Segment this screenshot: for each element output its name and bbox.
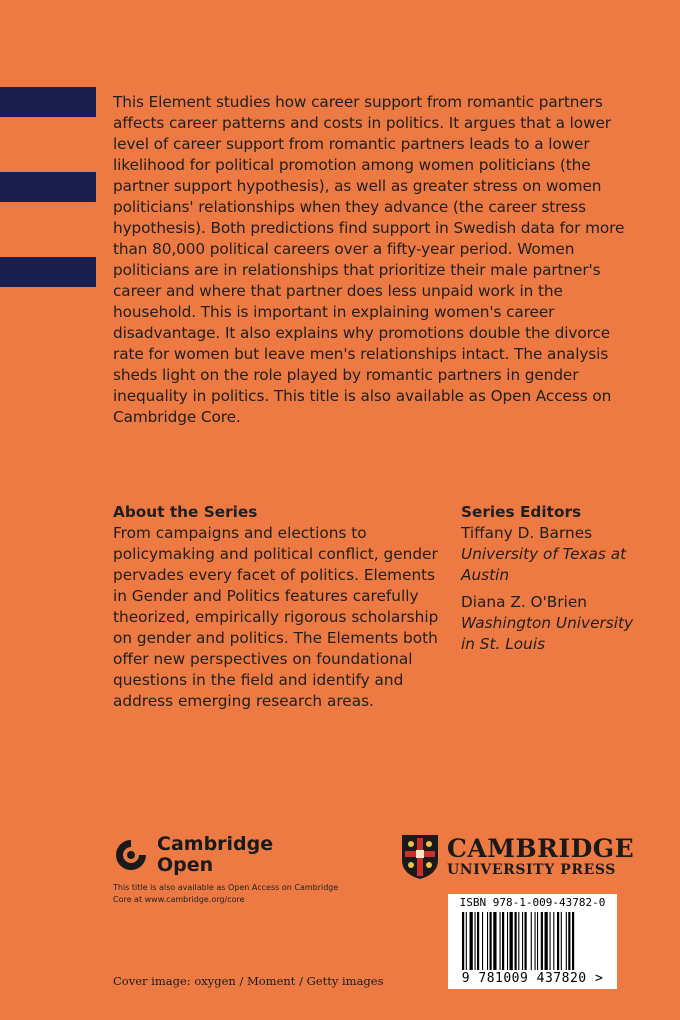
editor-entry: [461, 523, 641, 586]
book-abstract: This Element studies how career support from romantic partners affects career patterns and costs in politics. It argues that a lower level of career support from romantic partners leads to a lower likelihood for political promotion among women politicians (the partner support hypothesis), as well as greater stress on women politicians' relationships when they advance (the career stress hypothesis). Both predictions find support in Swedish data for more than 80,000 political careers over a fifty-year period. Women politicians are in relationships that prioritize their male partner's career and where that partner does less unpaid work in the household. This is important in explaining women's career disadvantage. It also explains why promotions double the divorce rate for women but leave men's relationships intact. The analysis sheds light on the role played by romantic partners in gender inequality in politics. This title is also available as Open Access on Cambridge Core.: [113, 93, 625, 426]
cambridge-open-line1: Cambridge: [157, 833, 274, 855]
cup-name-line1: CAMBRIDGE: [447, 833, 635, 863]
isbn-label: ISBN 978-1-009-43782-0: [459, 896, 606, 909]
editor-name: Tiffany D. Barnes: [461, 524, 593, 542]
cover-image-credit: Cover image: oxygen / Moment / Getty images: [113, 974, 384, 988]
barcode-digits: 9 781009 437820 >: [461, 971, 604, 986]
about-series-heading: About the Series: [113, 503, 258, 521]
isbn-barcode: [448, 894, 617, 989]
series-editors: [461, 502, 641, 661]
editor-affiliation: Washington University in St. Louis: [461, 614, 634, 653]
cambridge-open-icon: [113, 837, 149, 873]
cup-name-line2: UNIVERSITY PRESS: [447, 861, 617, 878]
series-editors-heading: Series Editors: [461, 503, 582, 521]
about-series-text: From campaigns and elections to policymaking and political conflict, gender pervades every facet of politics. Elements in Gender and Politics features carefully theorized, empirically rigorous scholarship on gender and politics. The Elements both offer new perspectives on foundational questions in the field and identify and address emerging research areas.: [113, 524, 439, 710]
cambridge-open-logo: [113, 834, 273, 876]
decorative-bar: [0, 257, 96, 287]
cambridge-university-press-logo: [401, 834, 634, 880]
open-access-note: This title is also available as Open Access on Cambridge Core at www.cambridge.org/core: [113, 883, 339, 904]
cup-shield-icon: [401, 834, 439, 880]
editor-affiliation: University of Texas at Austin: [461, 545, 627, 584]
decorative-bar: [0, 172, 96, 202]
decorative-bar: [0, 87, 96, 117]
cambridge-open-line2: Open: [157, 854, 214, 876]
editor-name: Diana Z. O'Brien: [461, 593, 587, 611]
barcode-bars: [460, 912, 610, 972]
editor-entry: [461, 592, 641, 655]
about-series: [113, 502, 443, 712]
